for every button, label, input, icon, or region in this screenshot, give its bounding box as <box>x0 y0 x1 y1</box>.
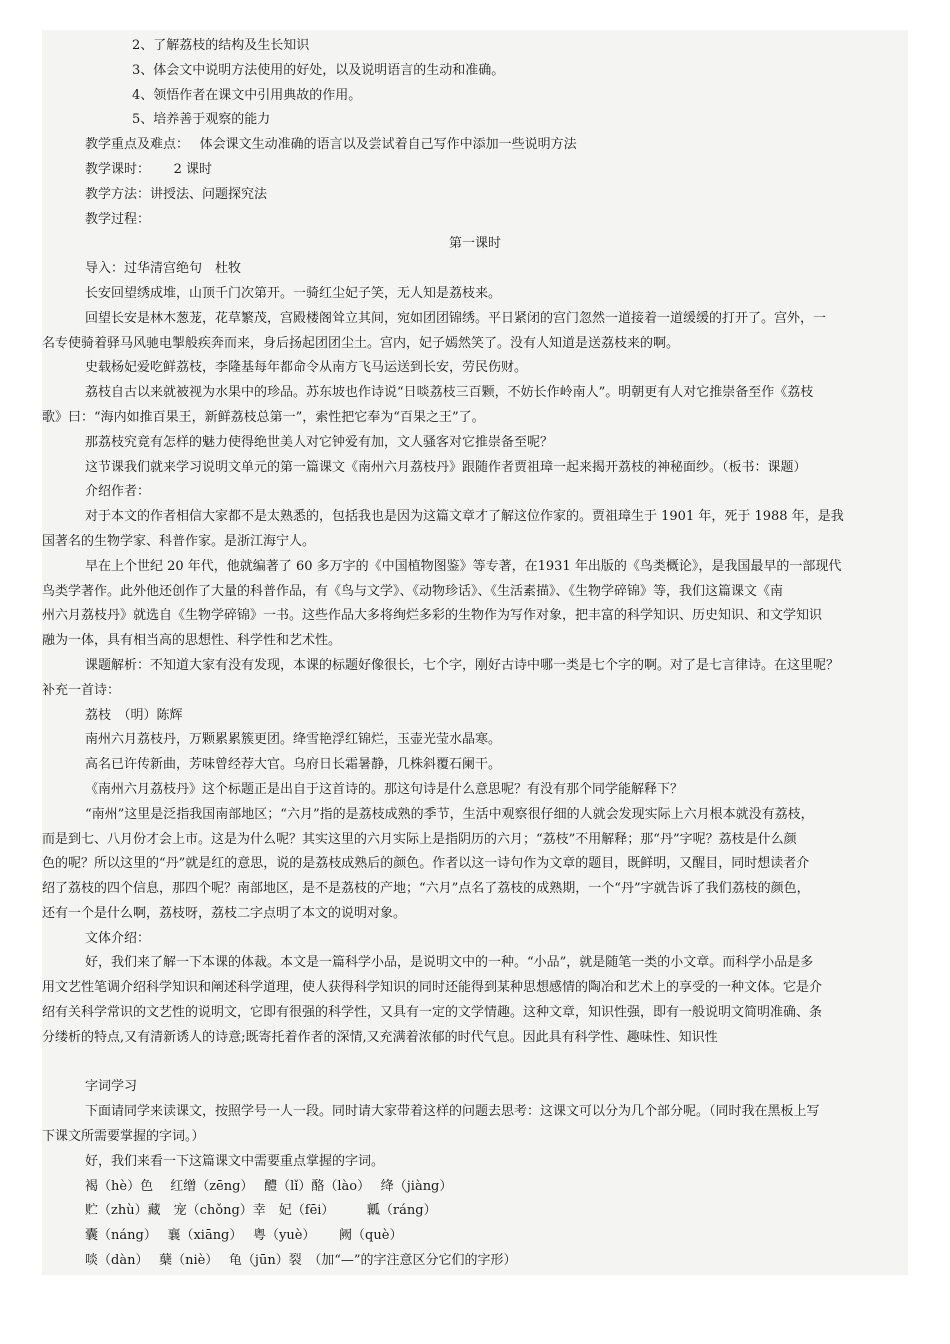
vocab-line: 啖（dàn） 蘖（niè） 龟（jūn）裂 （加“—”的字注意区分它们的字形） <box>85 1253 517 1269</box>
paragraph-line: 课题解析：不知道大家有没有发现，本课的标题好像很长，七个字，刚好古诗中哪一类是七个字的啊。对了是七言律诗。在这里呢？ <box>85 657 840 673</box>
key-points: 教学重点及难点： 体会课文生动准确的语言以及尝试着自己写作中添加一些说明方法 <box>85 137 577 153</box>
paragraph-line: 下面请同学来读课文，按照学号一人一段。同时请大家带着这样的问题去思考：这课文可以分为几个部分呢。（同时我在黑板上写 <box>85 1104 820 1120</box>
paragraph-line: 融为一体，具有相当高的思想性、科学性和艺术性。 <box>42 633 342 649</box>
paragraph-line: 荔枝自古以来就被视为水果中的珍品。苏东坡也作诗说“日啖荔枝三百颗，不妨长作岭南人”。明朝更有人对它推崇备至作《荔枝 <box>85 385 814 401</box>
paragraph-line: 补充一首诗： <box>42 682 121 698</box>
poem2-line: 高名已许传新曲，芳味曾经荐大官。乌府日长霜暑静，几株斜覆石阑干。 <box>85 757 502 773</box>
vocab-line: 囊（náng） 襄（xiāng） 粤（yuè） 阙（què） <box>85 1228 403 1244</box>
paragraph-line: 这节课我们就来学习说明文单元的第一篇课文《南州六月荔枝丹》跟随作者贾祖璋一起来揭开荔枝的神秘面纱。（板书：课题） <box>85 459 807 475</box>
paragraph-line: 史载杨妃爱吃鲜荔枝，李隆基每年都命令从南方飞马运送到长安，劳民伤财。 <box>85 360 528 376</box>
paragraph-line: 对于本文的作者相信大家都不是太熟悉的，包括我也是因为这篇文章才了解这位作家的。贾祖璋生于 1901 年，死于 1988 年，是我 <box>85 509 844 525</box>
paragraph-line: 色的呢？所以这里的“丹”就是红的意思，说的是荔枝成熟后的颜色。作者以这一诗句作为文章的题目，既鲜明，又醒目，同时想读者介 <box>42 856 810 872</box>
paragraph-line: 好，我们来看一下这篇课文中需要重点掌握的字词。 <box>85 1153 385 1169</box>
paragraph-line: 《南州六月荔枝丹》这个标题正是出自于这首诗的。那这句诗是什么意思呢？有没有那个同学能解释下？ <box>85 781 684 797</box>
paragraph-line: 歌》曰：“海内如推百果王，新鲜荔枝总第一”，索性把它奉为“百果之王”了。 <box>42 409 485 425</box>
paragraph-line: 绍有关科学常识的文艺性的说明文，它即有很强的科学性，又具有一定的文学情趣。这种文章，知识性强，即有一般说明文简明准确、条 <box>42 1005 823 1021</box>
paragraph-line: 好，我们来了解一下本课的体裁。本文是一篇科学小品，是说明文中的一种。“小品”，就是随笔一类的小文章。而科学小品是多 <box>85 955 814 971</box>
paragraph-line: 分缕析的特点,又有清新诱人的诗意;既寄托着作者的深情,又充满着浓郁的时代气息。因此具有科学性、趣味性、知识性 <box>42 1029 718 1045</box>
paragraph-line: 绍了荔枝的四个信息，那四个呢？南部地区，是不是荔枝的产地；“六月”点名了荔枝的成熟期，一个“丹”字就告诉了我们荔枝的颜色， <box>42 881 810 897</box>
teaching-method: 教学方法：讲授法、问题探究法 <box>85 186 268 202</box>
paragraph-line: 早在上个世纪 20 年代，他就编著了 60 多万字的《中国植物图鉴》等专著，在1931 年出版的《鸟类概论》，是我国最早的一部现代 <box>85 558 842 574</box>
objective-item: 3、体会文中说明方法使用的好处，以及说明语言的生动和准确。 <box>132 62 505 78</box>
blank-line <box>42 1051 908 1076</box>
paragraph-line: 鸟类学著作。此外他还创作了大量的科普作品，有《鸟与文学》、《动物珍话》、《生活素描》、《生物学碎锦》等，我们这篇课文《南 <box>42 583 784 599</box>
document-page <box>42 30 908 1275</box>
objective-item: 2、了解荔枝的结构及生长知识 <box>132 38 310 53</box>
process-label: 教学过程： <box>85 211 151 227</box>
paragraph-line: 还有一个是什么啊，荔枝呀，荔枝二字点明了本文的说明对象。 <box>42 905 407 921</box>
vocab-line: 贮（zhù）藏 宠（chǒng）幸 妃（fēi） 瓤（ráng） <box>85 1203 437 1219</box>
lesson-hours: 教学课时： 2 课时 <box>85 161 213 177</box>
vocab-line: 褐（hè）色 红缯（zēng） 醴（lǐ）酪（lào） 绛（jiàng） <box>85 1178 453 1194</box>
paragraph-line: “南州”这里是泛指我国南部地区；“六月”指的是荔枝成熟的季节，生活中观察很仔细的人就会发现实际上六月根本就没有荔枝， <box>85 806 814 822</box>
objective-item: 4、领悟作者在课文中引用典故的作用。 <box>132 87 362 103</box>
objective-item: 5、培养善于观察的能力 <box>132 112 271 128</box>
paragraph-line: 回望长安是林木葱茏，花草繁茂，宫殿楼阁耸立其间，宛如团团锦绣。平日紧闭的宫门忽然一道接着一道缓缓的打开了。宫外，一 <box>85 310 827 326</box>
poem2-line: 南州六月荔枝丹，万颗累累簇更团。绛雪艳浮红锦烂，玉壶光莹水晶寒。 <box>85 732 502 748</box>
vocab-label: 字词学习 <box>85 1079 138 1095</box>
author-label: 介绍作者： <box>85 484 151 500</box>
paragraph-line: 那荔枝究竟有怎样的魅力使得绝世美人对它钟爱有加，文人骚客对它推崇备至呢？ <box>85 434 554 450</box>
paragraph-line: 用文艺性笔调介绍科学知识和阐述科学道理，使人获得科学知识的同时还能得到某种思想感情的陶冶和艺术上的享受的一种文体。它是介 <box>42 980 823 996</box>
paragraph-line: 而是到七、八月份才会上市。这是为什么呢？其实这里的六月实际上是指阴历的六月；“荔枝”不用解释；那“丹”字呢？荔枝是什么颜 <box>42 831 797 847</box>
poem-line: 长安回望绣成堆，山顶千门次第开。一骑红尘妃子笑，无人知是荔枝来。 <box>85 285 502 301</box>
genre-label: 文体介绍： <box>85 930 151 946</box>
section-title: 第一课时 <box>448 236 501 252</box>
paragraph-line: 名专使骑着驿马风驰电掣般疾奔而来，身后扬起团团尘土。宫内，妃子嫣然笑了。没有人知道是送荔枝来的啊。 <box>42 335 680 351</box>
paragraph-line: 国著名的生物学家、科普作家。是浙江海宁人。 <box>42 533 316 549</box>
intro-title: 导入：过华清宫绝句 杜牧 <box>85 261 242 277</box>
paragraph-line: 州六月荔枝丹》就选自《生物学碎锦》一书。这些作品大多将绚烂多彩的生物作为写作对象，把丰富的科学知识、历史知识、和文学知识 <box>42 608 823 624</box>
paragraph-line: 下课文所需要掌握的字词。） <box>42 1129 205 1145</box>
poem2-title: 荔枝 （明）陈辉 <box>85 707 183 723</box>
